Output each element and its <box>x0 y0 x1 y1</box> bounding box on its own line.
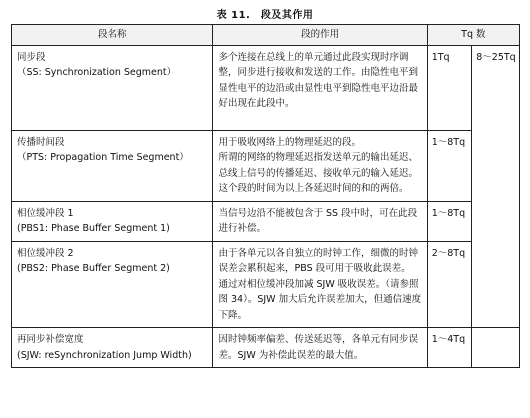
prop-desc-2: 所谓的网络的物理延迟指发送单元的输出延迟、总线上信号的传播延迟、接收单元的输入延迟。 <box>218 152 418 179</box>
pbs2-abbr: (PBS2: Phase Buffer Segment 2) <box>17 263 170 274</box>
pbs1-desc: 当信号边沿不能被包含于 SS 段中时，可在此段进行补偿。 <box>213 201 427 241</box>
pbs2-desc-1: 由于各单元以各自独立的时钟工作，细微的时钟误差会累积起来，PBS 段可用于吸收此误差。 <box>218 247 418 274</box>
table-header-row <box>12 25 520 46</box>
pbs2-name: 相位缓冲段 2 <box>17 247 74 259</box>
table-caption: 表 11. 段及其作用 <box>216 10 314 21</box>
total-tq: 8～25Tq <box>472 45 520 328</box>
segment-table <box>11 24 520 368</box>
sjw-name: 再同步补偿宽度 <box>17 334 84 345</box>
prop-abbr: （PTS: Propagation Time Segment） <box>17 152 189 163</box>
pbs1-name: 相位缓冲段 1 <box>17 207 74 219</box>
cell-pbs2-name <box>12 241 213 328</box>
sjw-abbr: (SJW: reSynchronization Jump Width) <box>17 349 192 361</box>
prop-name: 传播时间段 <box>17 136 65 148</box>
table-row-prop <box>12 130 520 201</box>
header-role: 段的作用 <box>213 25 427 46</box>
cell-pbs2-desc <box>213 241 427 328</box>
sync-name: 同步段 <box>17 51 46 63</box>
sjw-tq: 1～4Tq <box>427 328 472 368</box>
pbs2-desc-2: 通过对相位缓冲段加减 SJW 吸收误差。（请参照图 34）。SJW 加大后允许误差加大，但通信速度下降。 <box>218 278 422 321</box>
cell-sync-name <box>12 45 213 130</box>
cell-prop-name <box>12 130 213 201</box>
cell-pbs1-name <box>12 201 213 241</box>
pbs1-abbr: (PBS1: Phase Buffer Segment 1) <box>17 223 170 234</box>
cell-sjw-name <box>12 328 213 368</box>
prop-desc-3: 这个段的时间为以上各延迟时间的和的两倍。 <box>218 183 409 194</box>
table-row-sjw <box>12 328 520 368</box>
cell-prop-desc <box>213 130 427 201</box>
pbs1-tq: 1～8Tq <box>427 201 472 241</box>
prop-tq: 1～8Tq <box>427 130 472 201</box>
sync-desc: 多个连接在总线上的单元通过此段实现时序调整，同步进行接收和发送的工作。由隐性电平到显性电平的边沿或由显性电平到隐性电平边沿最好出现在此段中。 <box>213 45 427 130</box>
pbs2-tq: 2～8Tq <box>427 241 472 328</box>
sjw-desc: 因时钟频率偏差、传送延迟等，各单元有同步误差。SJW 为补偿此误差的最大值。 <box>213 328 427 368</box>
sync-tq: 1Tq <box>427 45 472 130</box>
sjw-total-empty <box>472 328 520 368</box>
sync-abbr: （SS: Synchronization Segment） <box>17 67 177 78</box>
header-tq: Tq 数 <box>427 25 519 46</box>
header-segment-name: 段名称 <box>12 25 213 46</box>
table-row-sync <box>12 45 520 130</box>
table-row-pbs2 <box>12 241 520 328</box>
prop-desc-1: 用于吸收网络上的物理延迟的段。 <box>218 136 361 148</box>
table-row-pbs1 <box>12 201 520 241</box>
